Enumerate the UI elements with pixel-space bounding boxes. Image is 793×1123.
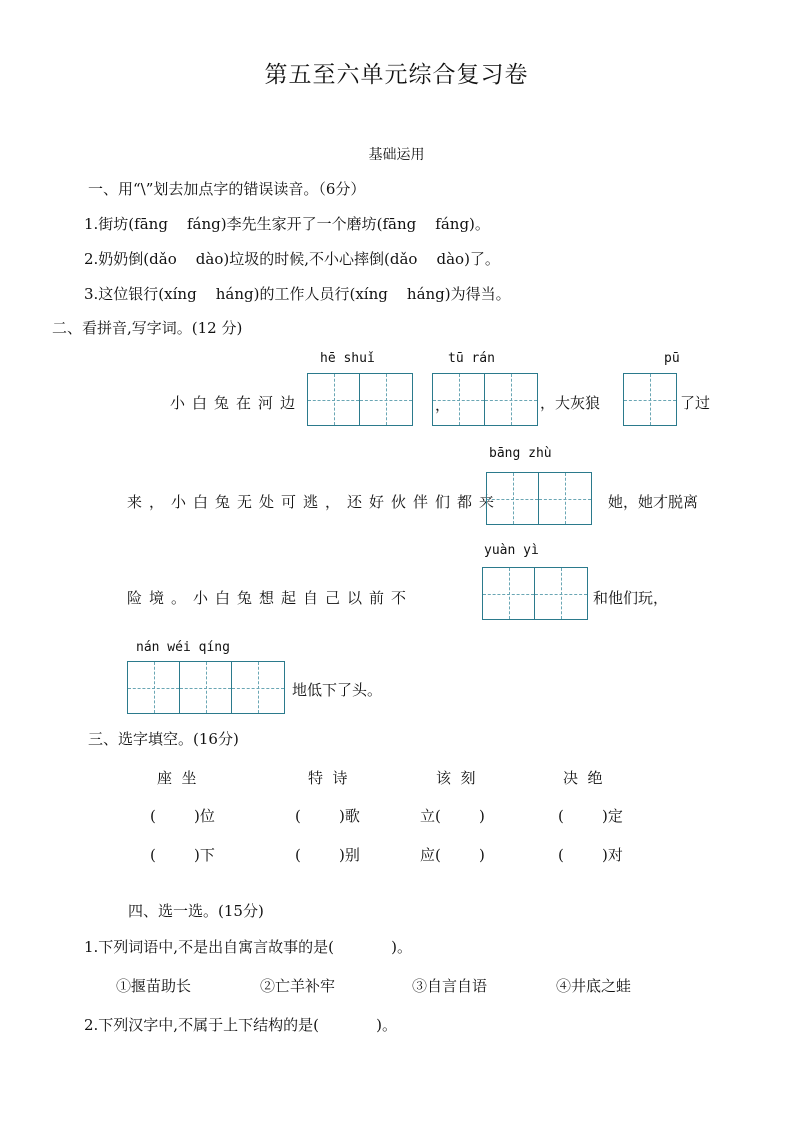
option-1[interactable]: ①揠苗助长 [116, 977, 192, 995]
writing-grid-pu[interactable] [623, 373, 677, 426]
question-3-heading: 三、选字填空。(16分) [88, 730, 239, 748]
writing-grid-bang-zhu[interactable] [486, 472, 592, 525]
char-group-zuo: 座 坐 [157, 769, 197, 787]
writing-grid-he-shui[interactable] [307, 373, 413, 426]
passage-line-1-b: ，大灰狼 [540, 394, 601, 412]
pinyin-tu-ran: tū rán [448, 351, 495, 366]
passage-line-2-a: 来，小白兔无处可逃，还好伙伴们都来 [127, 493, 502, 511]
blank-row-2-col-2[interactable]: ( )别 [295, 846, 360, 864]
passage-line-3-b: 和他们玩， [593, 589, 669, 607]
pinyin-nan-wei-qing: nán wéi qíng [136, 640, 230, 655]
option-2[interactable]: ②亡羊补牢 [260, 977, 336, 995]
pinyin-pu: pū [664, 351, 680, 366]
passage-line-4-a: 地低下了头。 [292, 681, 383, 699]
question-4-heading: 四、选一选。(15分) [128, 902, 264, 920]
pinyin-bang-zhu: bāng zhù [489, 446, 552, 461]
writing-grid-nan-wei-qing[interactable] [127, 661, 285, 714]
option-4[interactable]: ④井底之蛙 [556, 977, 632, 995]
writing-grid-yuan-yi[interactable] [482, 567, 588, 620]
blank-row-2-col-3[interactable]: 应( ) [420, 846, 485, 864]
passage-line-1-c: 了过 [680, 394, 711, 412]
pinyin-he-shui: hē shuǐ [320, 351, 375, 366]
question-1-item-2: 2.奶奶倒(dǎo dào)垃圾的时候,不小心摔倒(dǎo dào)了。 [84, 250, 500, 268]
char-group-gai: 该 刻 [436, 769, 476, 787]
passage-line-1-comma: ， [435, 396, 451, 414]
question-1-heading: 一、用“\”划去加点字的错误读音。（6分） [88, 180, 366, 198]
char-group-jue: 决 绝 [563, 769, 603, 787]
question-2-heading: 二、看拼音,写字词。(12 分) [52, 319, 243, 337]
blank-row-1-col-3[interactable]: 立( ) [420, 807, 485, 825]
blank-row-1-col-2[interactable]: ( )歌 [295, 807, 360, 825]
char-group-te: 特 诗 [308, 769, 348, 787]
passage-line-2-b: 她，她才脱离 [608, 493, 699, 511]
page-title: 第五至六单元综合复习卷 [264, 62, 529, 88]
option-3[interactable]: ③自言自语 [412, 977, 488, 995]
question-4-item-2: 2.下列汉字中,不属于上下结构的是( )。 [84, 1016, 398, 1034]
passage-line-1-a: 小白兔在河边 [170, 394, 303, 412]
question-4-item-1: 1.下列词语中,不是出自寓言故事的是( )。 [84, 938, 413, 956]
question-1-item-1: 1.街坊(fāng fáng)李先生家开了一个磨坊(fāng fáng)。 [84, 215, 490, 233]
writing-grid-tu-ran[interactable] [432, 373, 538, 426]
blank-row-2-col-4[interactable]: ( )对 [558, 846, 623, 864]
blank-row-1-col-1[interactable]: ( )位 [150, 807, 215, 825]
blank-row-2-col-1[interactable]: ( )下 [150, 846, 215, 864]
question-1-item-3: 3.这位银行(xíng háng)的工作人员行(xíng háng)为得当。 [84, 285, 511, 303]
section-heading-basic: 基础运用 [368, 147, 425, 163]
blank-row-1-col-4[interactable]: ( )定 [558, 807, 623, 825]
pinyin-yuan-yi: yuàn yì [484, 543, 539, 558]
passage-line-3-a: 险境。小白兔想起自己以前不 [127, 589, 414, 607]
